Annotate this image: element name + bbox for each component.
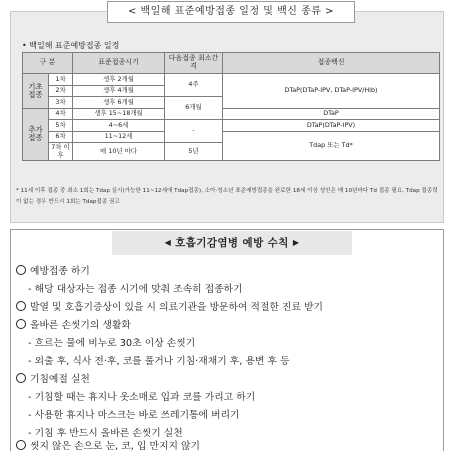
dose-cell: 6차 (49, 131, 73, 143)
schedule-footnote: * 11세 이후 접종 중 최소 1회는 Tdap 실시(가능한 11~12세에 Tdap접종), 소아·청소년 표준예방접종을 완료한 18세 이상 성인은 매 10년마다 Td 접종 필요, Tdap 접종력이 없는 경우 반드시 1회는 Tdap접종 권고 (16, 188, 438, 205)
dose-cell: 4차 (49, 108, 73, 120)
list-item: 씻지 않은 손으로 눈, 코, 입 만지지 않기 (16, 438, 200, 451)
list-item: - 기침 후 반드시 올바른 손씻기 실천 (28, 428, 183, 439)
interval-cell: 4주 (165, 74, 223, 97)
dose-cell: 3차 (49, 97, 73, 109)
interval-cell: - (165, 120, 223, 143)
timing-cell: 매 10년 마다 (73, 143, 165, 161)
list-item: - 사용한 휴지나 마스크는 바로 쓰레기통에 버리기 (28, 410, 240, 421)
list-item: - 기침할 때는 휴지나 옷소매로 입과 코를 가리고 하기 (28, 392, 256, 403)
schedule-panel-title: < 백일해 표준예방접종 일정 및 백신 종류 > (107, 1, 355, 23)
circle-bullet-icon (16, 373, 26, 383)
header-vaccine: 접종백신 (223, 53, 440, 74)
list-item: 기침예절 실천 (16, 371, 90, 385)
header-category: 구 분 (23, 53, 73, 74)
vaccine-cell: DTaP(DTaP-IPV, DTaP-IPV/Hib) (223, 74, 440, 109)
group-basic: 기초 접종 (23, 74, 49, 109)
timing-cell: 4~6세 (73, 120, 165, 132)
vaccine-cell: DTaP(DTaP-IPV) (223, 120, 440, 132)
prevention-title (112, 231, 352, 255)
dose-cell: 2차 (49, 85, 73, 97)
circle-bullet-icon (16, 265, 26, 275)
header-timing: 표준접종시기 (73, 53, 165, 74)
timing-cell: 생후 4개월 (73, 85, 165, 97)
dose-cell: 1차 (49, 74, 73, 86)
list-item: 올바른 손씻기의 생활화 (16, 317, 131, 331)
group-booster: 추가 접종 (23, 108, 49, 161)
table-row (23, 108, 440, 120)
list-item: - 해당 대상자는 접종 시기에 맞춰 조속히 접종하기 (28, 284, 243, 295)
right-triangle-icon: ▶ (292, 238, 300, 247)
vaccine-cell: Tdap 또는 Td* (223, 131, 440, 161)
interval-cell: 5년 (165, 143, 223, 161)
dose-cell: 5차 (49, 120, 73, 132)
circle-bullet-icon (16, 319, 26, 329)
table-row (23, 131, 440, 143)
list-item: 발열 및 호흡기증상이 있을 시 의료기관을 방문하여 적절한 진료 받기 (16, 299, 323, 313)
left-triangle-icon: ◀ (164, 238, 172, 247)
list-item: 예방접종 하기 (16, 263, 90, 277)
vaccine-schedule-table (22, 52, 440, 161)
table-row (23, 74, 440, 86)
circle-bullet-icon (16, 440, 26, 450)
dose-cell: 7차 이후 (49, 143, 73, 161)
interval-cell: 6개월 (165, 97, 223, 120)
table-row (23, 120, 440, 132)
list-item: - 외출 후, 식사 전·후, 코를 풀거나 기침·재채기 후, 용변 후 등 (28, 356, 290, 367)
list-item: - 흐르는 물에 비누로 30초 이상 손씻기 (28, 338, 196, 349)
timing-cell: 생후 6개월 (73, 97, 165, 109)
vaccine-cell: DTaP (223, 108, 440, 120)
timing-cell: 생후 2개월 (73, 74, 165, 86)
prevention-title-text: 호흡기감염병 예방 수칙 (175, 237, 289, 249)
circle-bullet-icon (16, 301, 26, 311)
table-header-row (23, 53, 440, 74)
timing-cell: 11~12세 (73, 131, 165, 143)
header-min-interval: 다음접종 최소간격 (165, 53, 223, 74)
schedule-sub-heading: • 백일해 표준예방접종 일정 (22, 41, 120, 50)
timing-cell: 생후 15~18개월 (73, 108, 165, 120)
